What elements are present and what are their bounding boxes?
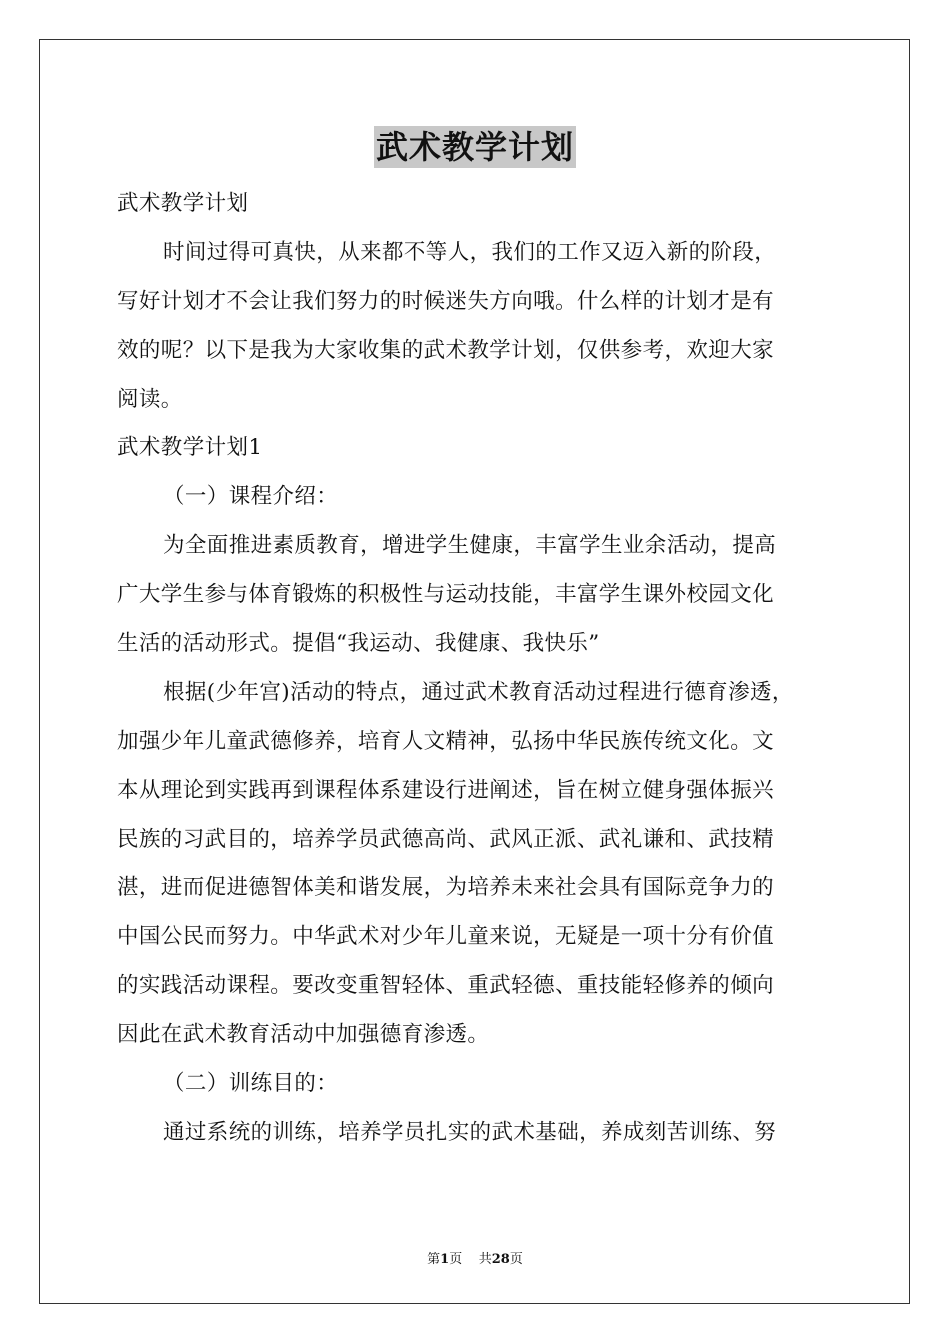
text-line: 因此在武术教育活动中加强德育渗透。 (117, 1022, 490, 1048)
title-container (0, 126, 950, 168)
text-line: 湛，进而促进德智体美和谐发展，为培养未来社会具有国际竞争力的 (117, 875, 775, 901)
page-suffix: 页 (449, 1252, 463, 1267)
text-line: 加强少年儿童武德修养，培育人文精神，弘扬中华民族传统文化。文 (117, 728, 775, 754)
text-line: 民族的习武目的，培养学员武德高尚、武风正派、武礼谦和、武技精 (117, 826, 775, 852)
text-line: 生活的活动形式。提倡“我运动、我健康、我快乐” (117, 631, 600, 657)
text-line: 通过系统的训练，培养学员扎实的武术基础，养成刻苦训练、努 (163, 1119, 777, 1145)
text-line: 阅读。 (117, 386, 183, 412)
text-line: 本从理论到实践再到课程体系建设行进阐述，旨在树立健身强体振兴 (117, 777, 775, 803)
text-line: 武术教学计划1 (117, 435, 263, 461)
page-number: 1 (440, 1252, 450, 1267)
page-footer (0, 1248, 950, 1267)
total-pages: 28 (491, 1252, 510, 1267)
text-line: 武术教学计划 (117, 191, 249, 216)
text-line: 时间过得可真快，从来都不等人，我们的工作又迈入新的阶段， (163, 239, 777, 265)
text-line: 中国公民而努力。中华武术对少年儿童来说，无疑是一项十分有价值 (117, 924, 775, 950)
text-line: 的实践活动课程。要改变重智轻体、重武轻德、重技能轻修养的倾向 (117, 973, 775, 999)
text-line: （二）训练目的： (163, 1071, 339, 1097)
text-line: 广大学生参与体育锻炼的积极性与运动技能，丰富学生课外校园文化 (117, 582, 775, 608)
text-line: （一）课程介绍： (163, 484, 339, 510)
text-line: 效的呢？以下是我为大家收集的武术教学计划，仅供参考，欢迎大家 (117, 337, 775, 363)
text-line: 根据(少年宫)活动的特点，通过武术教育活动过程进行德育渗透， (163, 679, 794, 705)
text-line: 写好计划才不会让我们努力的时候迷失方向哦。什么样的计划才是有 (117, 288, 775, 314)
text-line: 为全面推进素质教育，增进学生健康，丰富学生业余活动，提高 (163, 533, 777, 559)
page-prefix: 第 (427, 1252, 441, 1267)
total-suffix: 页 (509, 1252, 523, 1267)
total-prefix: 共 (478, 1252, 492, 1267)
document-title: 武术教学计划 (375, 128, 574, 166)
document-body (117, 180, 835, 1158)
